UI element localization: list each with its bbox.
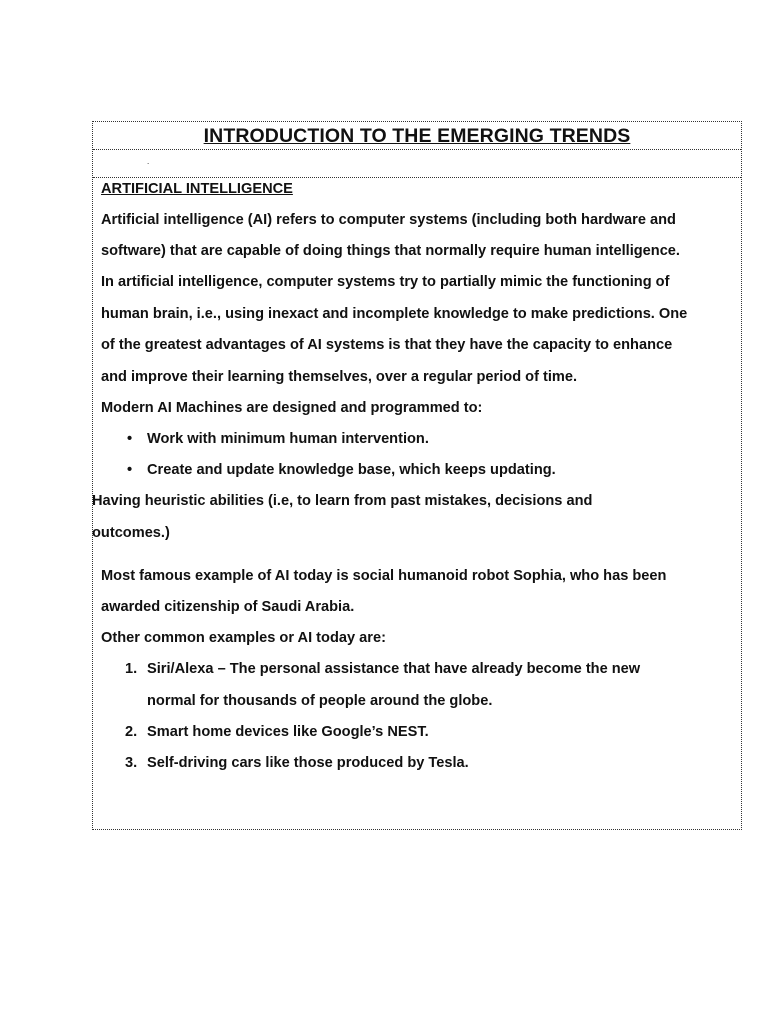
document-frame bbox=[92, 121, 742, 830]
heuristic-line: outcomes.) bbox=[92, 525, 170, 541]
paragraph-line: human brain, i.e., using inexact and incomplete knowledge to make predictions. One bbox=[101, 306, 688, 322]
sophia-line: Most famous example of AI today is social humanoid robot Sophia, who has been bbox=[101, 568, 667, 584]
title-row bbox=[93, 122, 741, 150]
document-title: INTRODUCTION TO THE EMERGING TRENDS bbox=[203, 125, 631, 147]
section-heading: ARTIFICIAL INTELLIGENCE bbox=[101, 181, 293, 197]
separator-dot: . bbox=[147, 157, 150, 166]
paragraph-line: In artificial intelligence, computer systems try to partially mimic the functioning of bbox=[101, 274, 670, 290]
examples-intro: Other common examples or AI today are: bbox=[101, 630, 386, 646]
example-line: normal for thousands of people around the globe. bbox=[147, 693, 493, 709]
paragraph-line: and improve their learning themselves, over a regular period of time. bbox=[101, 369, 578, 385]
paragraph-line: of the greatest advantages of AI systems is that they have the capacity to enhance bbox=[101, 337, 673, 353]
example-number: 3. bbox=[125, 755, 138, 771]
modern-ai-intro: Modern AI Machines are designed and programmed to: bbox=[101, 400, 483, 416]
example-line: Smart home devices like Google’s NEST. bbox=[147, 724, 429, 740]
bullet-symbol: • bbox=[127, 462, 133, 478]
heuristic-line: Having heuristic abilities (i.e, to learn from past mistakes, decisions and bbox=[92, 493, 593, 509]
separator-row bbox=[93, 150, 741, 178]
sophia-line: awarded citizenship of Saudi Arabia. bbox=[101, 599, 355, 615]
paragraph-line: software) that are capable of doing things that normally require human intelligence. bbox=[101, 243, 680, 259]
bullet-item: Create and update knowledge base, which keeps updating. bbox=[147, 462, 556, 478]
example-number: 1. bbox=[125, 661, 138, 677]
example-line: Self-driving cars like those produced by Tesla. bbox=[147, 755, 469, 771]
example-line: Siri/Alexa – The personal assistance that have already become the new bbox=[147, 661, 641, 677]
example-number: 2. bbox=[125, 724, 138, 740]
paragraph-line: Artificial intelligence (AI) refers to computer systems (including both hardware and bbox=[101, 212, 676, 228]
bullet-item: Work with minimum human intervention. bbox=[147, 431, 429, 447]
bullet-symbol: • bbox=[127, 431, 133, 447]
